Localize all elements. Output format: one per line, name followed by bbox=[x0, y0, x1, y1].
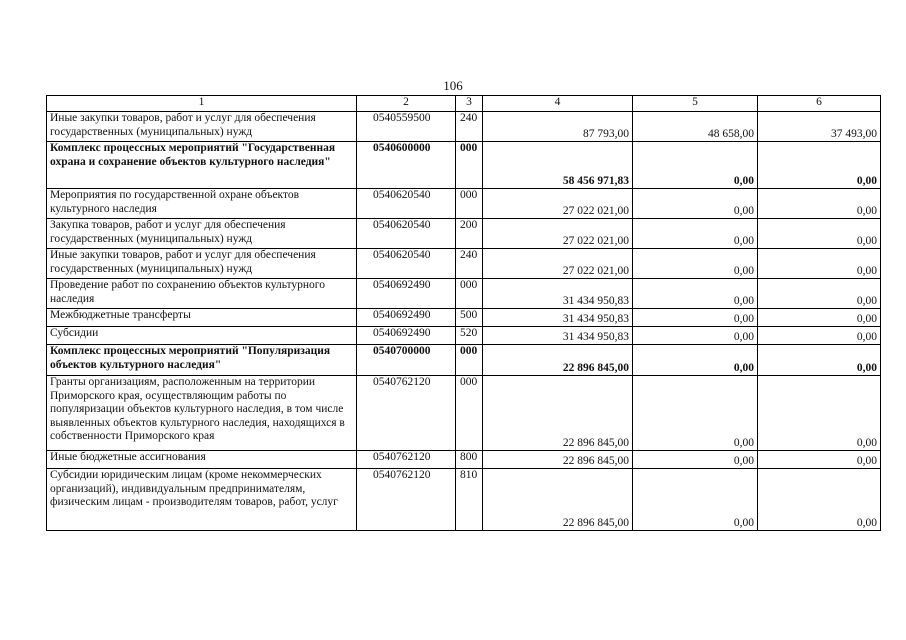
row-value-col4-cell: 22 896 845,00 bbox=[483, 345, 633, 376]
row-expense-type-cell: 200 bbox=[456, 219, 483, 249]
row-value-col6-cell: 0,00 bbox=[758, 376, 881, 451]
row-code-cell: 0540620540 bbox=[357, 189, 456, 219]
table-header-row bbox=[47, 96, 881, 112]
table-row bbox=[47, 142, 881, 189]
row-expense-type-cell: 000 bbox=[456, 345, 483, 376]
row-name-cell: Гранты организациям, расположенным на территории Приморского края, осуществляющим работы по популяризации объектов культурного наследия, в том числе выявленных объектов культурного наследия, находящихся в собственности Приморского края bbox=[47, 376, 357, 451]
row-code-cell: 0540762120 bbox=[357, 451, 456, 469]
row-name-cell: Иные закупки товаров, работ и услуг для обеспечения государственных (муниципальных) нужд bbox=[47, 249, 357, 279]
row-value-col5-cell: 0,00 bbox=[633, 142, 758, 189]
row-value-col6-cell: 0,00 bbox=[758, 309, 881, 327]
row-name-cell: Иные бюджетные ассигнования bbox=[47, 451, 357, 469]
table-row bbox=[47, 376, 881, 451]
table-row bbox=[47, 189, 881, 219]
row-name-cell: Иные закупки товаров, работ и услуг для обеспечения государственных (муниципальных) нужд bbox=[47, 112, 357, 142]
header-cell: 2 bbox=[357, 96, 456, 112]
row-value-col6-cell: 0,00 bbox=[758, 142, 881, 189]
row-name-cell: Субсидии bbox=[47, 327, 357, 345]
table-body bbox=[47, 96, 881, 531]
table-row bbox=[47, 469, 881, 531]
row-name-cell: Комплекс процессных мероприятий "Популяризация объектов культурного наследия" bbox=[47, 345, 357, 376]
row-code-cell: 0540762120 bbox=[357, 376, 456, 451]
row-name-cell: Проведение работ по сохранению объектов культурного наследия bbox=[47, 279, 357, 309]
row-expense-type-cell: 000 bbox=[456, 142, 483, 189]
row-code-cell: 0540559500 bbox=[357, 112, 456, 142]
row-value-col5-cell: 0,00 bbox=[633, 376, 758, 451]
row-expense-type-cell: 000 bbox=[456, 376, 483, 451]
row-value-col5-cell: 0,00 bbox=[633, 309, 758, 327]
row-expense-type-cell: 800 bbox=[456, 451, 483, 469]
row-expense-type-cell: 000 bbox=[456, 189, 483, 219]
row-value-col6-cell: 0,00 bbox=[758, 469, 881, 531]
row-code-cell: 0540620540 bbox=[357, 249, 456, 279]
row-expense-type-cell: 810 bbox=[456, 469, 483, 531]
budget-table bbox=[46, 95, 881, 531]
row-value-col6-cell: 0,00 bbox=[758, 249, 881, 279]
row-value-col4-cell: 27 022 021,00 bbox=[483, 249, 633, 279]
row-value-col4-cell: 22 896 845,00 bbox=[483, 451, 633, 469]
row-value-col4-cell: 27 022 021,00 bbox=[483, 219, 633, 249]
row-expense-type-cell: 240 bbox=[456, 112, 483, 142]
table-row bbox=[47, 309, 881, 327]
row-value-col5-cell: 0,00 bbox=[633, 249, 758, 279]
header-cell: 5 bbox=[633, 96, 758, 112]
row-expense-type-cell: 240 bbox=[456, 249, 483, 279]
table-row bbox=[47, 451, 881, 469]
row-value-col4-cell: 22 896 845,00 bbox=[483, 376, 633, 451]
row-code-cell: 0540600000 bbox=[357, 142, 456, 189]
row-value-col4-cell: 27 022 021,00 bbox=[483, 189, 633, 219]
table-row bbox=[47, 219, 881, 249]
page-number: 106 bbox=[443, 78, 463, 93]
table-row bbox=[47, 249, 881, 279]
row-code-cell: 0540692490 bbox=[357, 279, 456, 309]
row-value-col4-cell: 31 434 950,83 bbox=[483, 279, 633, 309]
table-row bbox=[47, 112, 881, 142]
row-value-col4-cell: 31 434 950,83 bbox=[483, 309, 633, 327]
row-value-col6-cell: 37 493,00 bbox=[758, 112, 881, 142]
row-value-col5-cell: 0,00 bbox=[633, 469, 758, 531]
row-value-col5-cell: 0,00 bbox=[633, 279, 758, 309]
header-cell: 3 bbox=[456, 96, 483, 112]
table-row bbox=[47, 279, 881, 309]
row-name-cell: Мероприятия по государственной охране объектов культурного наследия bbox=[47, 189, 357, 219]
row-value-col6-cell: 0,00 bbox=[758, 451, 881, 469]
row-code-cell: 0540692490 bbox=[357, 327, 456, 345]
header-cell: 1 bbox=[47, 96, 357, 112]
row-code-cell: 0540700000 bbox=[357, 345, 456, 376]
row-value-col4-cell: 87 793,00 bbox=[483, 112, 633, 142]
row-value-col6-cell: 0,00 bbox=[758, 327, 881, 345]
row-value-col6-cell: 0,00 bbox=[758, 219, 881, 249]
row-expense-type-cell: 520 bbox=[456, 327, 483, 345]
row-value-col6-cell: 0,00 bbox=[758, 279, 881, 309]
row-code-cell: 0540762120 bbox=[357, 469, 456, 531]
row-value-col6-cell: 0,00 bbox=[758, 189, 881, 219]
row-name-cell: Комплекс процессных мероприятий "Государственная охрана и сохранение объектов культурного наследия" bbox=[47, 142, 357, 189]
header-cell: 6 bbox=[758, 96, 881, 112]
row-value-col5-cell: 0,00 bbox=[633, 345, 758, 376]
row-code-cell: 0540692490 bbox=[357, 309, 456, 327]
row-value-col5-cell: 0,00 bbox=[633, 451, 758, 469]
row-value-col6-cell: 0,00 bbox=[758, 345, 881, 376]
row-name-cell: Межбюджетные трансферты bbox=[47, 309, 357, 327]
table-row bbox=[47, 327, 881, 345]
row-value-col5-cell: 48 658,00 bbox=[633, 112, 758, 142]
row-value-col5-cell: 0,00 bbox=[633, 189, 758, 219]
row-value-col5-cell: 0,00 bbox=[633, 219, 758, 249]
row-value-col4-cell: 31 434 950,83 bbox=[483, 327, 633, 345]
row-code-cell: 0540620540 bbox=[357, 219, 456, 249]
row-expense-type-cell: 000 bbox=[456, 279, 483, 309]
header-cell: 4 bbox=[483, 96, 633, 112]
row-value-col5-cell: 0,00 bbox=[633, 327, 758, 345]
row-value-col4-cell: 58 456 971,83 bbox=[483, 142, 633, 189]
row-value-col4-cell: 22 896 845,00 bbox=[483, 469, 633, 531]
row-name-cell: Субсидии юридическим лицам (кроме некоммерческих организаций), индивидуальным предпринимателям, физическим лицам - производителям товаров, работ, услуг bbox=[47, 469, 357, 531]
table-row bbox=[47, 345, 881, 376]
row-name-cell: Закупка товаров, работ и услуг для обеспечения государственных (муниципальных) нужд bbox=[47, 219, 357, 249]
row-expense-type-cell: 500 bbox=[456, 309, 483, 327]
